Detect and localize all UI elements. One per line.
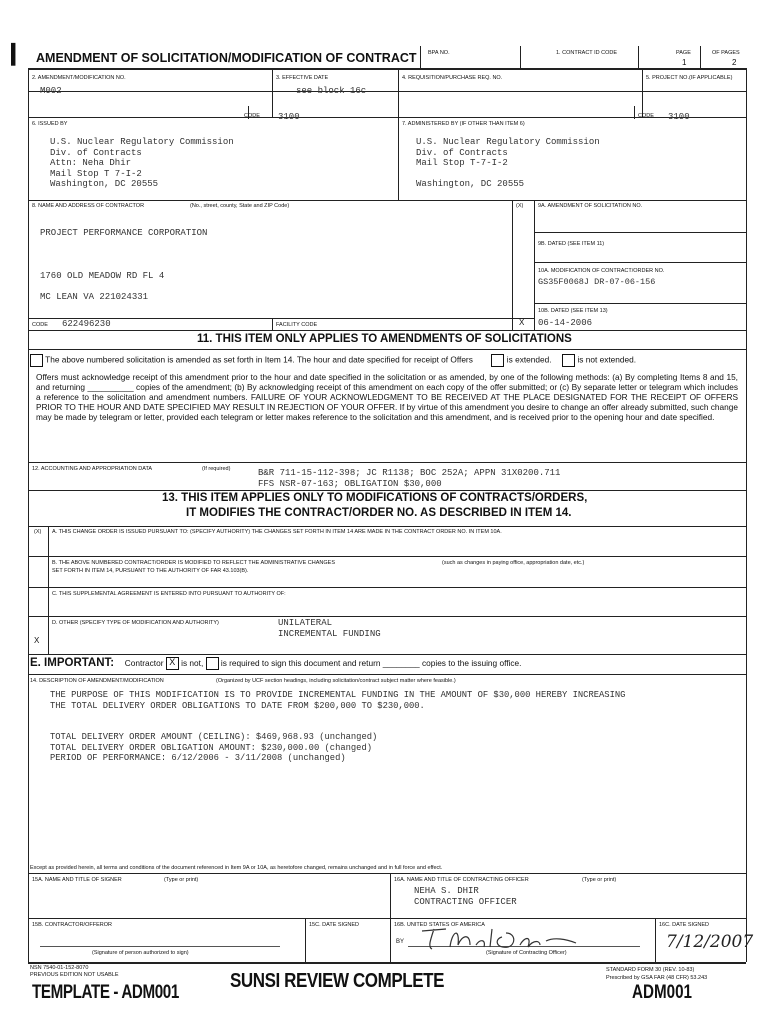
page-label: PAGE xyxy=(676,50,691,56)
officer-signature-scrawl xyxy=(416,921,586,953)
amendment-no-value: M002 xyxy=(40,86,62,96)
contractor-date-signed-label: 15C. DATE SIGNED xyxy=(309,922,360,928)
administered-by-label: 7. ADMINISTERED BY (IF OTHER THAN ITEM 6) xyxy=(402,121,525,127)
not-extended-checkbox[interactable] xyxy=(562,354,575,367)
effective-date-value: see block 16c xyxy=(296,86,367,96)
sunsi-stamp: SUNSI REVIEW COMPLETE xyxy=(230,970,444,992)
except-text: Except as provided herein, all terms and conditions of the document referenced in Item 9A or 10A, as heretofore changed, remains unchanged and in full force and effect. xyxy=(30,865,443,871)
item-10b-check-mark: X xyxy=(519,318,525,327)
standard-form-text: STANDARD FORM 30 (REV. 10-83) xyxy=(606,967,695,973)
of-pages-number: 2 xyxy=(732,58,737,67)
section-13-check-column: (X) xyxy=(34,529,42,535)
margin-mark: ❙ xyxy=(4,40,23,65)
section-11-line-text: The above numbered solicitation is amended as set forth in Item 14. The hour and date specified for receipt of Offers xyxy=(45,354,473,365)
contractor-signature-sublabel: (Signature of person authorized to sign) xyxy=(92,950,189,956)
officer-date-signed-label: 16C. DATE SIGNED xyxy=(659,922,710,928)
issued-code-label: CODE xyxy=(244,113,260,119)
section-13-heading-2: IT MODIFIES THE CONTRACT/ORDER NO. AS DESCRIBED IN ITEM 14. xyxy=(186,507,572,519)
item-10a-value: GS35F0068J DR-07-06-156 xyxy=(538,277,656,287)
accounting-value: B&R 711-15-112-398; JC R1138; BOC 252A; APPN 31X0200.711 FFS NSR-07-163; OBLIGATION $30,000 xyxy=(258,468,561,489)
accounting-label: 12. ACCOUNTING AND APPROPRIATION DATA xyxy=(32,466,153,472)
contractor-name: PROJECT PERFORMANCE CORPORATION xyxy=(40,228,208,238)
amendment-no-label: 2. AMENDMENT/MODIFICATION NO. xyxy=(32,75,126,81)
section-13b-text-2: SET FORTH IN ITEM 14, PURSUANT TO THE AUTHORITY OF FAR 43.103(B). xyxy=(52,568,249,574)
section-13b-sublabel: (such as changes in paying office, appropriation date, etc.) xyxy=(442,560,585,566)
item-10a-label: 10A. MODIFICATION OF CONTRACT/ORDER NO. xyxy=(538,268,665,274)
is-not-label: is not, xyxy=(181,658,204,668)
section-11-line xyxy=(30,354,744,367)
is-required-checkbox[interactable] xyxy=(206,657,219,670)
issued-code-value: 3100 xyxy=(278,112,300,122)
contract-id-label: 1. CONTRACT ID CODE xyxy=(556,50,618,56)
item-10b-label: 10B. DATED (SEE ITEM 13) xyxy=(538,308,608,314)
item-10b-value: 06-14-2006 xyxy=(538,318,593,328)
not-extended-label: is not extended. xyxy=(577,354,637,365)
signer-name-sublabel: (Type or print) xyxy=(164,877,199,883)
contractor-code-value: 622496230 xyxy=(62,319,111,329)
contractor-code-label: CODE xyxy=(32,322,48,328)
page-number: 1 xyxy=(682,58,687,67)
description-label: 14. DESCRIPTION OF AMENDMENT/MODIFICATION xyxy=(30,678,164,684)
contractor-address: 1760 OLD MEADOW RD FL 4 MC LEAN VA 221024331 xyxy=(40,271,165,302)
contractor-offeror-label: 15B. CONTRACTOR/OFFEROR xyxy=(32,922,112,928)
issued-by-address: U.S. Nuclear Regulatory Commission Div. of Contracts Attn: Neha Dhir Mail Stop T 7-I-2 Washington, DC 20555 xyxy=(50,137,234,189)
admin-code-label: CODE xyxy=(638,113,654,119)
item-9b-label: 9B. DATED (SEE ITEM 11) xyxy=(538,241,605,247)
administered-by-address: U.S. Nuclear Regulatory Commission Div. of Contracts Mail Stop T-7-I-2 Washington, DC 20555 xyxy=(416,137,600,189)
template-id: TEMPLATE - ADM001 xyxy=(32,982,179,1003)
contractor-word: Contractor xyxy=(124,658,164,668)
section-11-paragraph: Offers must acknowledge receipt of this amendment prior to the hour and date specified in the solicitation or as amended, by one of the following methods: (a) By completing Items 8 and 15, and returning __________ copies of the amendment; (b) By acknowledging receipt of this amendment on each copy of the offer submitted; or (c) By separate letter or telegram which includes a reference to the solicitation and amendment numbers. FAILURE OF YOUR ACKNOWLEDGMENT TO BE RECEIVED AT THE PLACE DESIGNATED FOR THE RECEIPT OF OFFERS PRIOR TO THE HOUR AND DATE SPECIFIED MAY RESULT IN REJECTION OF YOUR OFFER. If by virtue of this amendment you desire to change an offer already submitted, such change may be made by telegram or letter, provided each telegram or letter makes reference to the solicitation and this amendment, and is received prior to the opening hour and date specified. xyxy=(36,372,738,422)
accounting-req-label: (If required) xyxy=(202,466,231,472)
facility-code-label: FACILITY CODE xyxy=(276,322,318,328)
description-text: THE PURPOSE OF THIS MODIFICATION IS TO PROVIDE INCREMENTAL FUNDING IN THE AMOUNT OF $30,000 HEREBY INCREASING THE TOTAL DELIVERY ORDER OBLIGATIONS TO DATE FROM $200,000 TO $230,000. TOTAL DELIVERY ORDER AMOUNT (CEILING): $469,968.93 (unchanged) TOTAL DELIVERY ORDER OBLIGATION AMOUNT: $230,000.00 (changed) PERIOD OF PERFORMANCE: 6/12/2006 - 3/11/2008 (unchanged) xyxy=(50,690,626,763)
previous-edition-text: PREVIOUS EDITION NOT USABLE xyxy=(30,972,119,978)
prescribed-text: Prescribed by GSA FAR (48 CFR) 53.243 xyxy=(606,975,708,981)
officer-date-signed: 7/12/2007 xyxy=(666,932,754,952)
important-rest: is required to sign this document and return ________ copies to the issuing office. xyxy=(220,658,522,668)
section-13b-text: B. THE ABOVE NUMBERED CONTRACT/ORDER IS MODIFIED TO REFLECT THE ADMINISTRATIVE CHANGES xyxy=(52,560,335,566)
admin-code-value: 3100 xyxy=(668,112,690,122)
officer-name-title: NEHA S. DHIR CONTRACTING OFFICER xyxy=(414,886,517,907)
officer-signature-sublabel: (Signature of Contracting Officer) xyxy=(486,950,567,956)
item-9a-label: 9A. AMENDMENT OF SOLICITATION NO. xyxy=(538,203,643,209)
important-label: E. IMPORTANT: xyxy=(30,657,115,669)
project-no-label: 5. PROJECT NO.(IF APPLICABLE) xyxy=(646,75,733,81)
section-13a-text: A. THIS CHANGE ORDER IS ISSUED PURSUANT TO: (SPECIFY AUTHORITY) THE CHANGES SET FORTH IN ITEM 14 ARE MADE IN THE CONTRACT ORDER NO. IN ITEM 10A. xyxy=(52,529,502,535)
is-not-checkbox[interactable] xyxy=(166,657,179,670)
bpa-label: BPA NO. xyxy=(428,50,450,56)
nsn-text: NSN 7540-01-152-8070 xyxy=(30,965,89,971)
by-label: BY xyxy=(396,939,405,945)
officer-sublabel: (Type or print) xyxy=(582,877,617,883)
of-pages-label: OF PAGES xyxy=(712,50,740,56)
contractor-sublabel: (No., street, county, State and ZIP Code) xyxy=(190,203,290,209)
section-13d-check-mark: X xyxy=(34,636,40,645)
important-line xyxy=(30,657,521,670)
section-11-heading: 11. THIS ITEM ONLY APPLIES TO AMENDMENTS OF SOLICITATIONS xyxy=(197,333,572,345)
usa-label: 16B. UNITED STATES OF AMERICA xyxy=(394,922,485,928)
officer-label: 16A. NAME AND TITLE OF CONTRACTING OFFICER xyxy=(394,877,529,883)
section-13d-text: D. OTHER (SPECIFY TYPE OF MODIFICATION AND AUTHORITY) xyxy=(52,620,219,626)
contractor-label: 8. NAME AND ADDRESS OF CONTRACTOR xyxy=(32,203,145,209)
section-13-heading-1: 13. THIS ITEM APPLIES ONLY TO MODIFICATIONS OF CONTRACTS/ORDERS, xyxy=(162,492,588,504)
is-not-check-mark: X xyxy=(169,657,176,668)
signer-name-label: 15A. NAME AND TITLE OF SIGNER xyxy=(32,877,122,883)
amended-checkbox[interactable] xyxy=(30,354,43,367)
effective-date-label: 3. EFFECTIVE DATE xyxy=(276,75,329,81)
description-sublabel: (Organized by UCF section headings, including solicitation/contract subject matter where feasible.) xyxy=(216,678,456,684)
extended-label: is extended. xyxy=(506,354,552,365)
adm-id: ADM001 xyxy=(632,982,692,1003)
check-column-label: (X) xyxy=(516,203,524,209)
section-13d-value: UNILATERAL INCREMENTAL FUNDING xyxy=(278,618,381,639)
section-13c-text: C. THIS SUPPLEMENTAL AGREEMENT IS ENTERED INTO PURSUANT TO AUTHORITY OF: xyxy=(52,591,286,597)
issued-by-label: 6. ISSUED BY xyxy=(32,121,68,127)
extended-checkbox[interactable] xyxy=(491,354,504,367)
form-title: AMENDMENT OF SOLICITATION/MODIFICATION OF CONTRACT xyxy=(36,51,417,65)
requisition-label: 4. REQUISITION/PURCHASE REQ. NO. xyxy=(402,75,503,81)
